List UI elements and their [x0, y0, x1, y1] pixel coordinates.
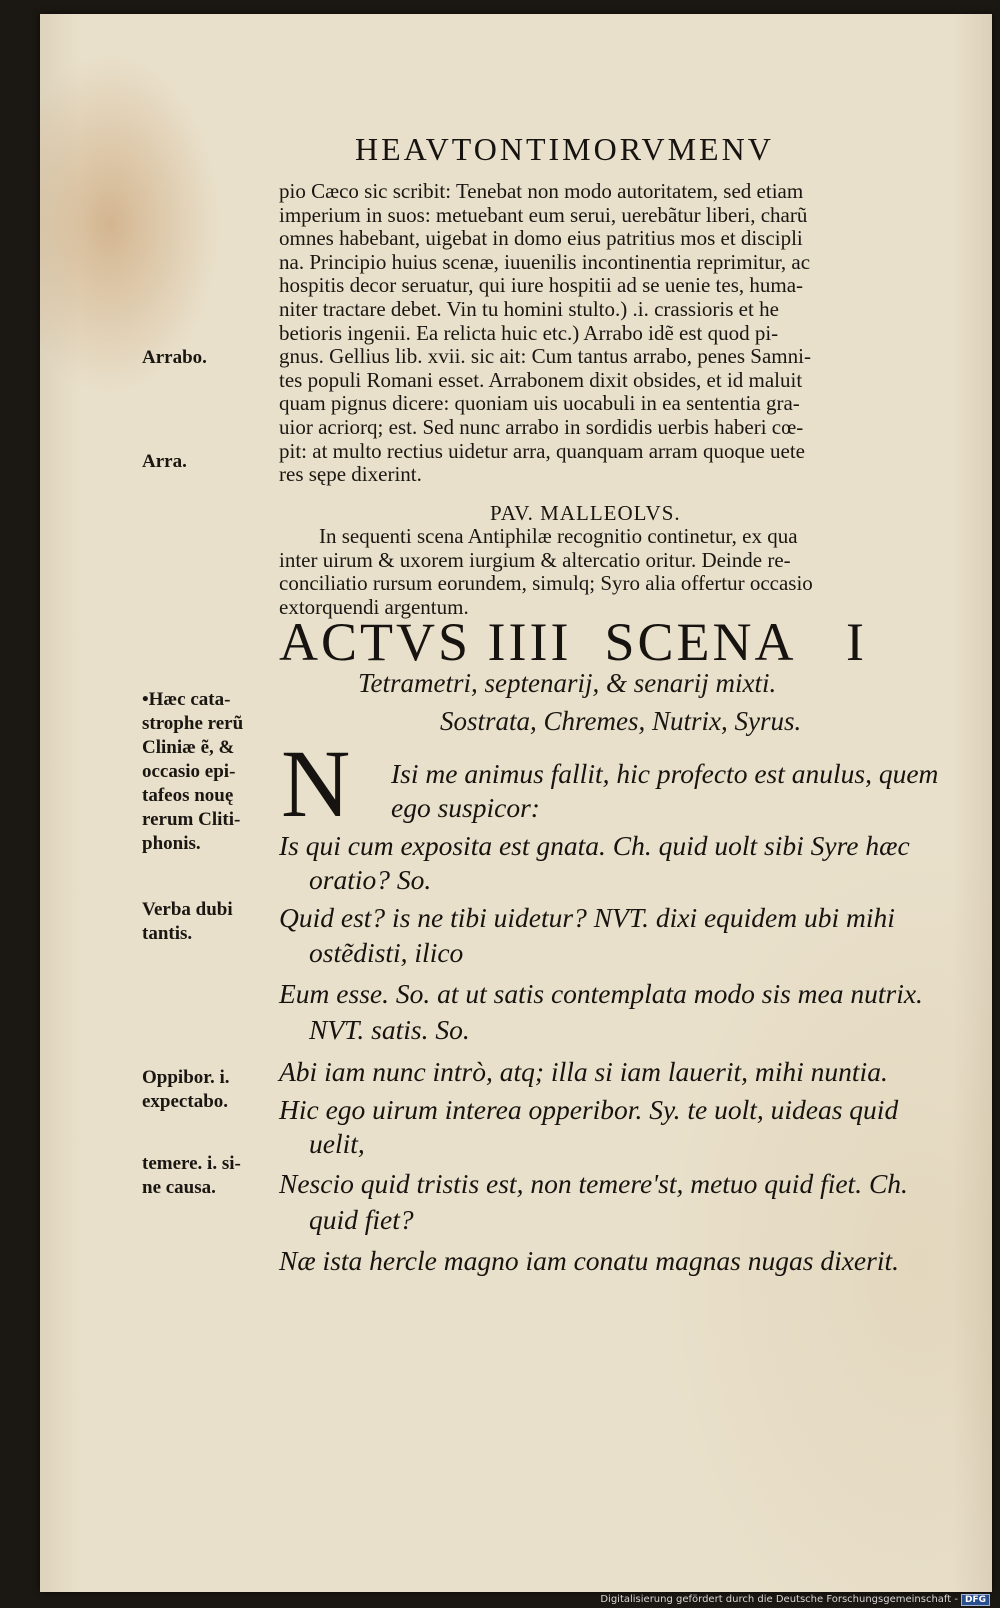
marginal-line: occasio epi-	[142, 761, 236, 782]
verse-line: Næ ista hercle magno iam conatu magnas nugas dixerit.	[279, 1245, 899, 1276]
marginal-line: expectabo.	[142, 1091, 229, 1112]
verse-line: ego suspicor:	[391, 792, 540, 823]
author-signature: PAV. MALLEOLVS.	[490, 501, 681, 525]
act-number: IIII	[487, 612, 572, 672]
verse-line: Hic ego uirum interea opperibor. Sy. te uolt, uideas quid	[279, 1094, 899, 1125]
verse-line: NVT. satis. So.	[309, 1014, 470, 1045]
verse-line: Quid est? is ne tibi uidetur? NVT. dixi equidem ubi mihi	[279, 902, 895, 933]
argument-line: extorquendi argentum.	[279, 595, 469, 619]
commentary-line: pio Cæco sic scribit: Tenebat non modo autoritatem, sed etiam	[279, 180, 804, 203]
running-header: HEAVTONTIMORVMENV	[355, 131, 774, 167]
commentary-line: hospitis decor seruatur, qui iure hospitii ad se uenie tes, huma-	[279, 274, 804, 298]
marginal-line: temere. i. si-	[142, 1153, 241, 1174]
verse-line: Isi me animus fallit, hic profecto est anulus, quem	[391, 758, 939, 789]
verse-line: Abi iam nunc intrò, atq; illa si iam lauerit, mihi nuntia.	[279, 1056, 888, 1087]
commentary-line: tes populi Romani esset. Arrabonem dixit obsides, et id maluit	[279, 368, 803, 392]
verse-line: Nescio quid tristis est, non temere'st, metuo quid fiet. Ch.	[279, 1168, 908, 1199]
marginal-line: •Hæc cata-	[142, 689, 231, 710]
commentary-line: betioris ingenii. Ea relicta huic etc.) Arrabo idẽ est quod pi-	[279, 321, 779, 345]
drop-capital: N	[281, 730, 351, 837]
commentary-line: res sępe dixerint.	[279, 463, 422, 487]
marginal-line: Cliniæ ẽ, &	[142, 737, 235, 758]
marginal-note-temere	[142, 1152, 241, 1200]
commentary-line: niter tractare debet. Vin tu homini stulto.) .i. crassioris et he	[279, 297, 779, 321]
scene-argument	[279, 525, 924, 619]
commentary-line: quam pignus dicere: quoniam uis uocabuli in ea sententia gra-	[279, 392, 800, 416]
commentary-block	[279, 180, 924, 487]
marginal-line: Verba dubi	[142, 899, 233, 920]
marginal-note-opperibor	[142, 1066, 229, 1114]
scene-word: SCENA	[604, 612, 797, 672]
commentary-line: pit: at multo rectius uidetur arra, quanquam arram quoque uete	[279, 439, 805, 463]
credit-text: Digitalisierung gefördert durch die Deutsche Forschungsgemeinschaft -	[600, 1594, 958, 1605]
marginal-note-arrabo: Arrabo.	[142, 347, 207, 368]
marginal-line: phonis.	[142, 833, 201, 854]
marginal-line: strophe rerũ	[142, 713, 244, 734]
dfg-logo: DFG	[961, 1594, 990, 1606]
dramatis-personae: Sostrata, Chremes, Nutrix, Syrus.	[440, 706, 802, 736]
commentary-line: uior acriorq; est. Sed nunc arrabo in sordidis uerbis haberi cœ-	[279, 415, 804, 439]
verse-line: oratio? So.	[309, 864, 432, 895]
verse-line: uelit,	[309, 1128, 365, 1159]
marginal-line: ne causa.	[142, 1177, 216, 1198]
verse-line: quid fiet?	[309, 1204, 414, 1235]
verse-line: ostẽdisti, ilico	[309, 937, 464, 968]
verse-line: Eum esse. So. at ut satis contemplata modo sis mea nutrix.	[279, 978, 923, 1009]
meter-note: Tetrametri, septenarij, & senarij mixti.	[358, 668, 777, 698]
argument-line: conciliatio rursum eorundem, simulq; Syro alia offertur occasio	[279, 572, 813, 596]
argument-line: In sequenti scena Antiphilæ recognitio continetur, ex qua	[319, 525, 798, 548]
argument-line: inter uirum & uxorem iurgium & altercatio oritur. Deinde re-	[279, 548, 791, 572]
commentary-line: omnes habebant, uigebat in domo eius patritius mos et discipli	[279, 227, 803, 251]
marginal-line: Oppibor. i.	[142, 1067, 230, 1088]
marginal-note-catastrophe	[142, 688, 243, 856]
marginal-line: tantis.	[142, 923, 193, 944]
scene-number: I	[846, 612, 867, 672]
commentary-line: na. Principio huius scenæ, iuuenilis incontinentia reprimitur, ac	[279, 250, 811, 274]
marginal-line: rerum Cliti-	[142, 809, 241, 830]
commentary-line: gnus. Gellius lib. xvii. sic ait: Cum tantus arrabo, penes Samni-	[279, 345, 811, 369]
commentary-line: imperium in suos: metuebant eum serui, uerebãtur liberi, charũ	[279, 203, 808, 227]
verse-line: Is qui cum exposita est gnata. Ch. quid uolt sibi Syre hæc	[279, 830, 910, 861]
marginal-line: tafeos nouę	[142, 785, 234, 806]
act-word: ACTVS	[279, 612, 472, 672]
act-heading	[279, 611, 929, 673]
marginal-note-arra: Arra.	[142, 451, 187, 472]
marginal-note-verba	[142, 898, 233, 946]
digitization-credit	[600, 1594, 990, 1606]
